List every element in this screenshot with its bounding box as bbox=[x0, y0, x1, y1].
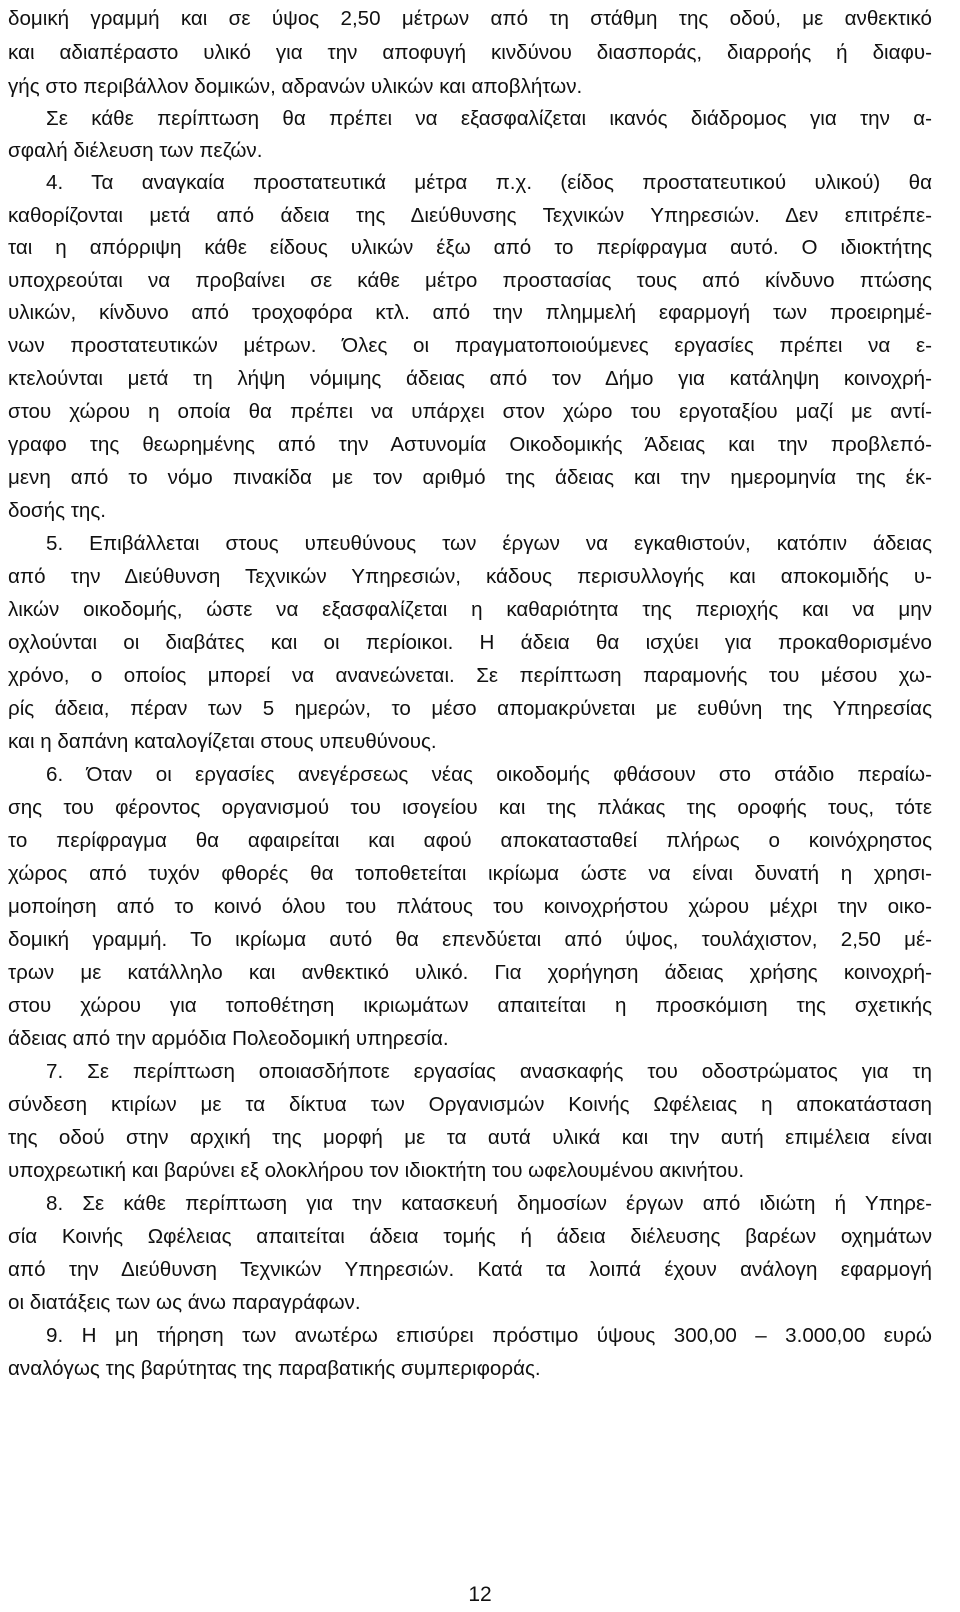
page-number: 12 bbox=[468, 1583, 492, 1606]
text-line: γραφο της θεωρημένης από την Αστυνομία Οικοδομικής Άδειας και την προβλεπό- bbox=[8, 433, 932, 456]
text-line: δοσής της. bbox=[8, 499, 106, 522]
text-line: μενη από το νόμο πινακίδα με τον αριθμό της άδειας και την ημερομηνία της έκ- bbox=[8, 466, 932, 489]
text-line: άδειας από την αρμόδια Πολεοδομική υπηρεσία. bbox=[8, 1027, 449, 1050]
text-line: μοποίηση από το κοινό όλου του πλάτους του κοινοχρήστου χώρου μέχρι την οικο- bbox=[8, 895, 932, 918]
text-line: οχλούνται οι διαβάτες και οι περίοικοι. Η άδεια θα ισχύει για προκαθορισμένο bbox=[8, 631, 932, 654]
text-line: τρων με κατάλληλο και ανθεκτικό υλικό. Για χορήγηση άδειας χρήσης κοινοχρή- bbox=[8, 961, 932, 984]
text-line: ται η απόρριψη κάθε είδους υλικών έξω από το περίφραγμα αυτό. Ο ιδιοκτήτης bbox=[8, 236, 932, 259]
text-line: σης του φέροντος οργανισμού του ισογείου και της πλάκας της οροφής τους, τότε bbox=[8, 796, 932, 819]
text-line: από την Διεύθυνση Τεχνικών Υπηρεσιών, κάδους περισυλλογής και αποκομιδής υ- bbox=[8, 565, 932, 588]
text-line: υποχρεούται να προβαίνει σε κάθε μέτρο προστασίας τους από κίνδυνο πτώσης bbox=[8, 269, 932, 292]
text-line: σύνδεση κτιρίων με τα δίκτυα των Οργανισμών Κοινής Ωφέλειας η αποκατάσταση bbox=[8, 1093, 932, 1116]
text-line: σφαλή διέλευση των πεζών. bbox=[8, 139, 263, 162]
text-line: 8. Σε κάθε περίπτωση για την κατασκευή δημοσίων έργων από ιδιώτη ή Υπηρε- bbox=[46, 1192, 932, 1215]
text-line: 7. Σε περίπτωση οποιασδήποτε εργασίας ανασκαφής του οδοστρώματος για τη bbox=[46, 1060, 932, 1083]
text-line: Σε κάθε περίπτωση θα πρέπει να εξασφαλίζεται ικανός διάδρομος για την α- bbox=[46, 107, 932, 130]
text-line: καθορίζονται μετά από άδεια της Διεύθυνσης Τεχνικών Υπηρεσιών. Δεν επιτρέπε- bbox=[8, 204, 932, 227]
text-line: 9. Η μη τήρηση των ανωτέρω επισύρει πρόστιμο ύψους 300,00 – 3.000,00 ευρώ bbox=[46, 1324, 932, 1347]
text-line: νων προστατευτικών μέτρων. Όλες οι πραγματοποιούμενες εργασίες πρέπει να ε- bbox=[8, 334, 932, 357]
text-line: 4. Τα αναγκαία προστατευτικά μέτρα π.χ. (είδος προστατευτικού υλικού) θα bbox=[46, 171, 932, 194]
text-line: λικών οικοδομής, ώστε να εξασφαλίζεται η καθαριότητα της περιοχής και να μην bbox=[8, 598, 932, 621]
text-line: χρόνο, ο οποίος μπορεί να ανανεώνεται. Σε περίπτωση παραμονής του μέσου χω- bbox=[8, 664, 932, 687]
text-line: υποχρεωτική και βαρύνει εξ ολοκλήρου τον ιδιοκτήτη του ωφελουμένου ακινήτου. bbox=[8, 1159, 745, 1182]
text-line: γής στο περιβάλλον δομικών, αδρανών υλικών και αποβλήτων. bbox=[8, 75, 583, 98]
text-line: ρίς άδεια, πέραν των 5 ημερών, το μέσο απομακρύνεται με ευθύνη της Υπηρεσίας bbox=[8, 697, 932, 720]
text-line: κτελούνται μετά τη λήψη νόμιμης άδειας από τον Δήμο για κατάληψη κοινοχρή- bbox=[8, 367, 932, 390]
text-line: και η δαπάνη καταλογίζεται στους υπευθύνους. bbox=[8, 730, 437, 753]
text-line: υλικών, κίνδυνο από τροχοφόρα κτλ. από την πλημμελή εφαρμογή των προειρημέ- bbox=[8, 301, 932, 324]
text-line: στου χώρου για τοποθέτηση ικριωμάτων απαιτείται η προσκόμιση της σχετικής bbox=[8, 994, 932, 1017]
text-line: το περίφραγμα θα αφαιρείται και αφού αποκατασταθεί πλήρως ο κοινόχρηστος bbox=[8, 829, 932, 852]
text-line: δομική γραμμή και σε ύψος 2,50 μέτρων από τη στάθμη της οδού, με ανθεκτικό bbox=[8, 7, 932, 30]
text-line: αναλόγως της βαρύτητας της παραβατικής συμπεριφοράς. bbox=[8, 1357, 541, 1380]
text-line: σία Κοινής Ωφέλειας απαιτείται άδεια τομής ή άδεια διέλευσης βαρέων οχημάτων bbox=[8, 1225, 932, 1248]
text-line: στου χώρου η οποία θα πρέπει να υπάρχει στον χώρο του εργοταξίου μαζί με αντί- bbox=[8, 400, 932, 423]
text-line: από την Διεύθυνση Τεχνικών Υπηρεσιών. Κατά τα λοιπά έχουν ανάλογη εφαρμογή bbox=[8, 1258, 932, 1281]
text-line: οι διατάξεις των ως άνω παραγράφων. bbox=[8, 1291, 361, 1314]
text-line: 5. Επιβάλλεται στους υπευθύνους των έργων να εγκαθιστούν, κατόπιν άδειας bbox=[46, 532, 932, 555]
text-line: της οδού στην αρχική της μορφή με τα αυτά υλικά και την αυτή επιμέλεια είναι bbox=[8, 1126, 932, 1149]
text-line: 6. Όταν οι εργασίες ανεγέρσεως νέας οικοδομής φθάσουν στο στάδιο περαίω- bbox=[46, 763, 932, 786]
text-line: δομική γραμμή. Το ικρίωμα αυτό θα επενδύεται από ύψος, τουλάχιστον, 2,50 μέ- bbox=[8, 928, 932, 951]
text-line: και αδιαπέραστο υλικό για την αποφυγή κινδύνου διασποράς, διαρροής ή διαφυ- bbox=[8, 41, 932, 64]
text-line: χώρος από τυχόν φθορές θα τοποθετείται ικρίωμα ώστε να είναι δυνατή η χρησι- bbox=[8, 862, 932, 885]
